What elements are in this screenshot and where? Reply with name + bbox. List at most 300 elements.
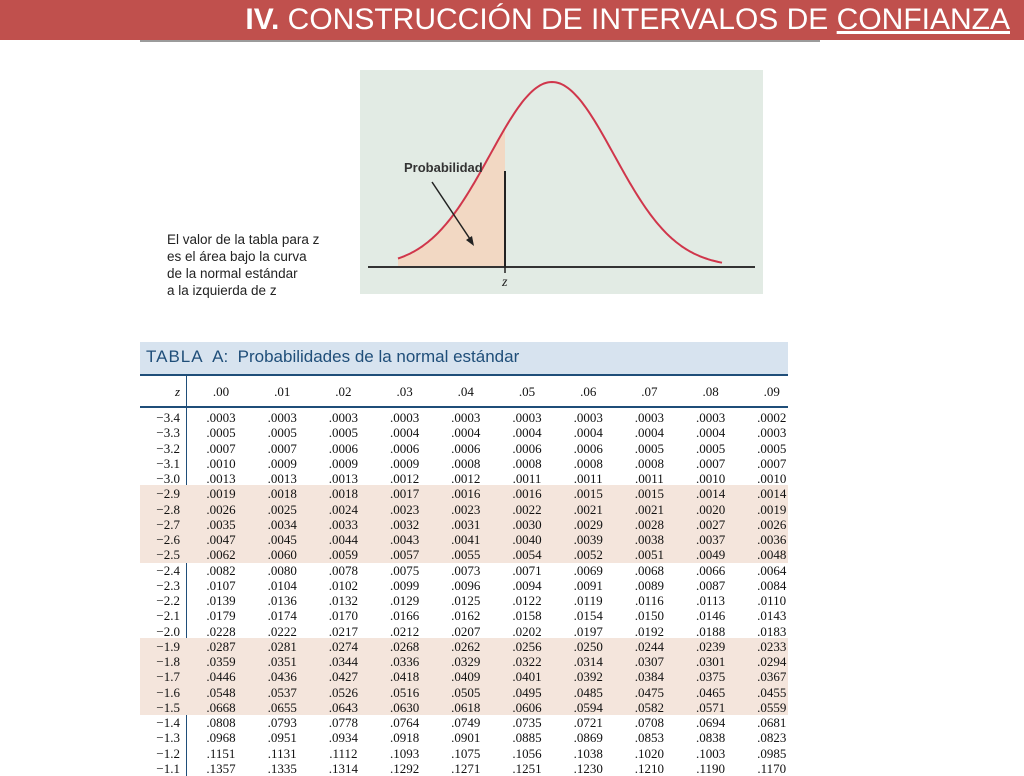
table-cell: .0207	[451, 623, 481, 639]
table-cell: .1056	[512, 745, 542, 761]
figure-caption	[167, 231, 357, 299]
table-cell: .0146	[695, 608, 726, 624]
title-underline	[140, 40, 820, 42]
table-cell: .0004	[451, 425, 481, 441]
table-cell: .0003	[451, 410, 481, 425]
table-cell: .0116	[635, 593, 664, 608]
z-value: −1.6	[156, 684, 180, 700]
shaded-area	[398, 128, 505, 267]
table-cell: .0003	[206, 410, 236, 425]
table-cell: .0062	[206, 547, 236, 563]
table-cell: .0018	[328, 486, 359, 502]
table-cell: .0102	[328, 577, 359, 593]
z-value: −2.5	[156, 547, 180, 563]
table-cell: .0110	[757, 593, 787, 608]
table-row	[140, 669, 788, 684]
table-cell: .0018	[267, 486, 297, 502]
table-row	[140, 593, 788, 608]
table-cell: .0021	[573, 501, 603, 517]
table-cell: .0073	[451, 562, 481, 578]
table-cell: .0465	[695, 684, 726, 700]
column-header-row	[140, 380, 788, 404]
table-cell: .0166	[389, 608, 420, 624]
table-cell: .0901	[451, 730, 481, 746]
table-cell: .1003	[695, 745, 726, 761]
table-cell: .0010	[757, 471, 787, 486]
z-value: −1.4	[156, 715, 180, 730]
table-cell: .0307	[634, 654, 665, 669]
table-row	[140, 578, 788, 593]
title-text: CONSTRUCCIÓN DE INTERVALOS DE	[287, 3, 829, 36]
table-cell: .0359	[206, 654, 236, 669]
table-cell: .0052	[573, 547, 603, 563]
table-cell: .0409	[451, 669, 481, 685]
table-cell: .0455	[757, 684, 787, 700]
z-value: −1.1	[156, 760, 180, 776]
table-cell: .0212	[389, 623, 420, 639]
table-cell: .0003	[573, 410, 603, 425]
table-title	[146, 347, 519, 367]
table-cell: .0032	[389, 516, 420, 532]
table-row	[140, 730, 788, 745]
table-cell: .0618	[451, 699, 481, 715]
table-cell: .0048	[757, 547, 787, 563]
table-cell: .0179	[206, 608, 236, 624]
table-cell: .0778	[328, 715, 359, 730]
table-cell: .0668	[206, 699, 236, 715]
table-row	[140, 532, 788, 547]
table-cell: .0526	[328, 684, 359, 700]
table-cell: .0087	[695, 577, 726, 593]
table-cell: .1131	[267, 745, 297, 761]
table-cell: .1075	[451, 745, 481, 761]
z-value: −1.8	[156, 654, 180, 669]
table-cell: .1230	[573, 760, 603, 776]
table-cell: .0735	[512, 715, 542, 730]
table-cell: .0985	[757, 745, 787, 761]
table-cell: .0008	[512, 455, 542, 471]
table-row	[140, 685, 788, 700]
table-cell: .0250	[573, 638, 603, 654]
caption-line: a la izquierda de z	[167, 283, 277, 298]
table-cell: .0003	[695, 410, 726, 425]
table-row	[140, 746, 788, 761]
caption-line: es el área bajo la curva	[167, 249, 307, 264]
table-cell: .0040	[512, 532, 542, 547]
table-row	[140, 761, 788, 776]
table-cell: .1292	[389, 760, 420, 776]
table-cell: .0012	[451, 471, 481, 486]
table-cell: .0024	[328, 501, 359, 517]
table-cell: .0233	[757, 638, 787, 654]
table-cell: .0007	[695, 455, 726, 471]
table-cell: .0023	[451, 501, 481, 517]
table-cell: .0559	[757, 699, 787, 715]
z-value: −3.2	[156, 440, 180, 456]
table-cell: .0008	[451, 455, 481, 471]
z-value: −2.7	[156, 516, 180, 532]
table-cell: .0005	[328, 425, 359, 441]
table-cell: .0015	[573, 486, 603, 502]
z-value: −2.3	[156, 577, 180, 593]
table-cell: .0006	[328, 440, 359, 456]
z-column-header: z	[174, 384, 180, 399]
table-cell: .0119	[573, 593, 603, 608]
table-cell: .0793	[267, 715, 297, 730]
table-cell: .0017	[389, 486, 420, 502]
table-cell: .0019	[206, 486, 236, 502]
table-cell: .0038	[634, 532, 665, 547]
table-cell: .0132	[328, 593, 359, 608]
table-cell: .0011	[512, 471, 542, 486]
table-cell: .0351	[267, 654, 297, 669]
table-cell: .0436	[267, 669, 297, 685]
table-row	[140, 502, 788, 517]
table-cell: .0475	[634, 684, 665, 700]
table-cell: .1251	[512, 760, 542, 776]
table-cell: .0021	[634, 501, 665, 517]
table-cell: .0039	[573, 532, 603, 547]
table-cell: .0004	[634, 425, 665, 441]
table-cell: .0143	[757, 608, 787, 624]
z-value: −2.8	[156, 501, 180, 517]
z-value: −3.1	[156, 455, 180, 471]
table-cell: .0020	[695, 501, 726, 517]
table-cell: .0694	[695, 715, 726, 730]
table-cell: .0069	[573, 562, 603, 578]
table-cell: .0162	[451, 608, 481, 624]
z-value: −1.3	[156, 730, 180, 746]
table-cell: .0274	[328, 638, 359, 654]
table-cell: .0007	[757, 455, 787, 471]
normal-curve-svg	[360, 70, 763, 294]
table-cell: .0006	[573, 440, 603, 456]
table-cell: .0059	[328, 547, 359, 563]
table-cell: .0287	[206, 638, 236, 654]
table-cell: .0375	[695, 669, 726, 685]
table-cell: .0401	[512, 669, 542, 685]
table-cell: .0174	[267, 608, 297, 624]
table-cell: .0030	[512, 516, 542, 532]
table-cell: .0082	[206, 562, 236, 578]
table-cell: .0010	[206, 455, 236, 471]
table-cell: .0823	[757, 730, 787, 746]
table-cell: .0485	[573, 684, 603, 700]
table-cell: .0037	[695, 532, 726, 547]
table-cell: .0006	[512, 440, 542, 456]
table-cell: .0239	[695, 638, 726, 654]
table-cell: .0009	[389, 455, 420, 471]
normal-probability-table	[140, 342, 788, 776]
table-cell: .0681	[757, 715, 787, 730]
caption-line: de la normal estándar	[167, 266, 298, 281]
table-cell: .0080	[267, 562, 297, 578]
z-value: −1.7	[156, 669, 180, 685]
z-value: −2.1	[156, 608, 180, 624]
table-row	[140, 517, 788, 532]
table-row	[140, 441, 788, 456]
table-cell: .0091	[573, 577, 603, 593]
table-cell: .0022	[512, 501, 542, 517]
table-row	[140, 715, 788, 730]
table-cell: .0139	[206, 593, 236, 608]
table-row	[140, 471, 788, 486]
table-cell: .0007	[267, 440, 297, 456]
table-cell: .0013	[267, 471, 297, 486]
table-cell: .0011	[635, 471, 664, 486]
table-cell: .0012	[389, 471, 420, 486]
table-cell: .0013	[328, 471, 359, 486]
table-cell: .0548	[206, 684, 236, 700]
table-row	[140, 456, 788, 471]
table-cell: .0367	[757, 669, 787, 685]
table-cell: .0154	[573, 608, 603, 624]
table-cell: .0314	[573, 654, 603, 669]
table-cell: .0084	[757, 577, 787, 593]
table-cell: .0051	[634, 547, 665, 563]
table-cell: .1093	[389, 745, 420, 761]
table-cell: .1112	[329, 745, 358, 761]
table-label: TABLA	[146, 347, 204, 366]
table-cell: .0516	[389, 684, 420, 700]
table-cell: .0150	[634, 608, 665, 624]
table-cell: .0075	[389, 562, 420, 578]
table-cell: .0244	[634, 638, 665, 654]
table-cell: .0003	[328, 410, 359, 425]
column-header: .02	[335, 384, 352, 399]
table-cell: .0010	[695, 471, 726, 486]
table-cell: .0004	[512, 425, 542, 441]
table-cell: .0005	[757, 440, 787, 456]
z-value: −2.9	[156, 486, 180, 502]
z-value: −3.3	[156, 425, 180, 441]
z-value: −1.9	[156, 638, 180, 654]
table-cell: .0078	[328, 562, 359, 578]
slide-title	[245, 2, 1010, 38]
table-cell: .0025	[267, 501, 297, 517]
table-cell: .0446	[206, 669, 236, 685]
column-header: .04	[457, 384, 474, 399]
table-cell: .1151	[206, 745, 236, 761]
table-cell: .0055	[451, 547, 481, 563]
table-cell: .1357	[206, 760, 236, 776]
table-cell: .0015	[634, 486, 665, 502]
table-cell: .0158	[512, 608, 542, 624]
table-cell: .0099	[389, 577, 420, 593]
table-cell: .0014	[757, 486, 787, 502]
table-cell: .1190	[696, 760, 725, 776]
table-cell: .0008	[573, 455, 603, 471]
table-cell: .0537	[267, 684, 297, 700]
table-cell: .0007	[206, 440, 236, 456]
table-cell: .0808	[206, 715, 236, 730]
table-cell: .1038	[573, 745, 603, 761]
table-cell: .0034	[267, 516, 297, 532]
table-cell: .0869	[573, 730, 603, 746]
table-cell: .0427	[328, 669, 359, 685]
table-cell: .0222	[267, 623, 297, 639]
table-letter: A:	[212, 347, 229, 366]
z-value: −3.4	[156, 410, 180, 425]
table-cell: .0005	[695, 440, 726, 456]
table-cell: .0028	[634, 516, 665, 532]
table-cell: .0031	[451, 516, 481, 532]
table-cell: .0016	[451, 486, 481, 502]
table-cell: .0003	[512, 410, 542, 425]
table-cell: .1020	[634, 745, 665, 761]
z-axis-label: z	[502, 275, 508, 290]
table-cell: .0009	[267, 455, 297, 471]
table-cell: .0136	[267, 593, 297, 608]
normal-curve-figure	[360, 70, 763, 294]
table-cell: .0033	[328, 516, 359, 532]
table-cell: .0968	[206, 730, 236, 746]
table-cell: .0853	[634, 730, 665, 746]
table-rule-top	[140, 374, 788, 376]
table-row	[140, 547, 788, 562]
table-cell: .0655	[267, 699, 297, 715]
table-cell: .0170	[328, 608, 359, 624]
table-cell: .0934	[328, 730, 359, 746]
table-cell: .0064	[757, 562, 787, 578]
title-last-word: CONFIANZA	[836, 3, 1010, 36]
table-cell: .0104	[267, 577, 297, 593]
table-cell: .0004	[695, 425, 726, 441]
z-value: −2.4	[156, 562, 180, 578]
table-cell: .0107	[206, 577, 236, 593]
table-cell: .0630	[389, 699, 420, 715]
table-cell: .0838	[695, 730, 726, 746]
table-cell: .0060	[267, 547, 297, 563]
table-cell: .0005	[634, 440, 665, 456]
z-value: −2.0	[156, 623, 180, 639]
table-cell: .0029	[573, 516, 603, 532]
table-cell: .0003	[634, 410, 665, 425]
table-cell: .0071	[512, 562, 542, 578]
column-header: .06	[580, 384, 597, 399]
column-header: .07	[641, 384, 658, 399]
table-row	[140, 700, 788, 715]
table-cell: .0026	[757, 516, 787, 532]
table-cell: .0036	[757, 532, 787, 547]
table-cell: .0049	[695, 547, 726, 563]
table-cell: .0096	[451, 577, 481, 593]
table-title-text: Probabilidades de la normal estándar	[237, 347, 520, 366]
table-cell: .0004	[389, 425, 420, 441]
table-cell: .0764	[389, 715, 420, 730]
table-row	[140, 563, 788, 578]
table-cell: .0594	[573, 699, 603, 715]
column-header: .05	[518, 384, 536, 399]
table-cell: .0041	[451, 532, 481, 547]
table-cell: .0256	[512, 638, 542, 654]
table-header	[140, 342, 788, 374]
table-cell: .0125	[451, 593, 481, 608]
table-cell: .0721	[573, 715, 603, 730]
table-row	[140, 410, 788, 425]
table-row	[140, 425, 788, 440]
table-cell: .0268	[389, 638, 420, 654]
title-number: IV.	[245, 3, 280, 36]
table-cell: .0004	[573, 425, 603, 441]
table-cell: .0011	[573, 471, 603, 486]
table-row	[140, 624, 788, 639]
table-cell: .1335	[267, 760, 297, 776]
table-cell: .0047	[206, 532, 236, 547]
column-header: .08	[702, 384, 719, 399]
table-cell: .0336	[389, 654, 420, 669]
table-cell: .0294	[757, 654, 787, 669]
table-cell: .1210	[634, 760, 665, 776]
table-cell: .0002	[757, 410, 787, 425]
table-cell: .0495	[512, 684, 542, 700]
table-cell: .0054	[512, 547, 542, 563]
table-cell: .0006	[389, 440, 420, 456]
table-cell: .0026	[206, 501, 236, 517]
table-cell: .0749	[451, 715, 481, 730]
table-cell: .0188	[695, 623, 726, 639]
table-cell: .0344	[328, 654, 359, 669]
table-cell: .0329	[451, 654, 481, 669]
table-cell: .0113	[696, 593, 725, 608]
table-row	[140, 639, 788, 654]
column-header: .09	[763, 384, 780, 399]
caption-line: El valor de la tabla para z	[167, 232, 320, 247]
table-cell: .0003	[757, 425, 787, 441]
table-row	[140, 608, 788, 623]
table-cell: .0192	[634, 623, 665, 639]
table-cell: .0089	[634, 577, 665, 593]
table-cell: .0228	[206, 623, 236, 639]
table-cell: .0582	[634, 699, 665, 715]
table-cell: .0019	[757, 501, 787, 517]
z-value: −1.5	[156, 699, 180, 715]
table-cell: .0003	[389, 410, 420, 425]
table-cell: .0918	[389, 730, 420, 746]
z-value: −1.2	[156, 745, 180, 761]
z-value: −2.2	[156, 593, 180, 608]
z-value: −2.6	[156, 532, 180, 547]
table-cell: .0301	[695, 654, 726, 669]
table-cell: .0006	[451, 440, 481, 456]
table-cell: .0005	[206, 425, 236, 441]
table-cell: .0094	[512, 577, 542, 593]
table-cell: .0043	[389, 532, 420, 547]
table-cell: .1271	[451, 760, 481, 776]
z-value: −3.0	[156, 471, 180, 486]
table-cell: .0027	[695, 516, 726, 532]
table-cell: .0951	[267, 730, 297, 746]
table-cell: .0281	[267, 638, 297, 654]
table-row	[140, 654, 788, 669]
table-cell: .0122	[512, 593, 542, 608]
table-cell: .0045	[267, 532, 297, 547]
table-cell: .0023	[389, 501, 420, 517]
table-rule-mid	[140, 406, 788, 408]
table-cell: .0606	[512, 699, 542, 715]
column-header: .01	[274, 384, 291, 399]
table-row	[140, 486, 788, 501]
table-cell: .0202	[512, 623, 542, 639]
table-cell: .0016	[512, 486, 542, 502]
table-cell: .0057	[389, 547, 420, 563]
table-cell: .0262	[451, 638, 481, 654]
table-cell: .1314	[328, 760, 359, 776]
table-cell: .0392	[573, 669, 603, 685]
table-cell: .0197	[573, 623, 603, 639]
table-cell: .0066	[695, 562, 726, 578]
table-cell: .0505	[451, 684, 481, 700]
